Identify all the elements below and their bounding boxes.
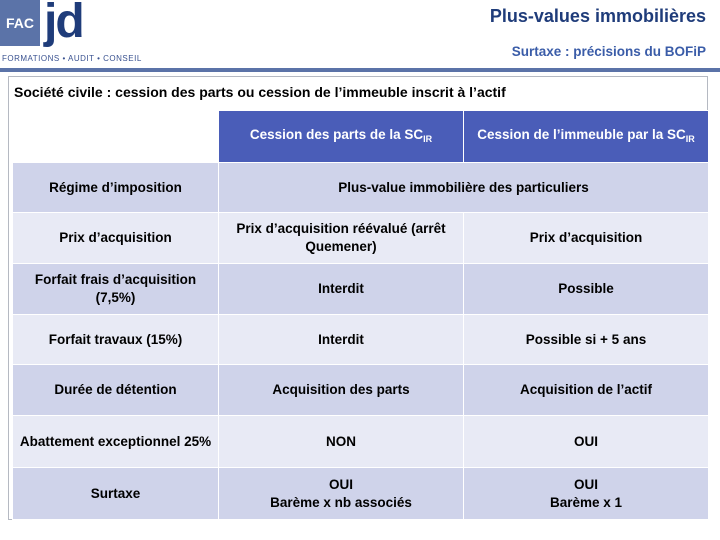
row-value-parts: Interdit <box>219 315 464 365</box>
logo <box>0 0 180 66</box>
row-label: Régime d’imposition <box>13 163 219 213</box>
table-row <box>13 468 709 520</box>
header-empty-cell <box>13 111 219 163</box>
row-value-immeuble: Acquisition de l’actif <box>464 365 709 416</box>
surtaxe-immeuble-line1: OUI <box>573 476 598 492</box>
table-row <box>13 365 709 416</box>
page-title: Plus-values immobilières <box>489 6 706 26</box>
table-row <box>13 213 709 264</box>
surtaxe-parts-line1: OUI <box>328 476 353 492</box>
row-value-parts <box>219 468 464 520</box>
header-immeuble: Cession de l’immeuble par la $SC_{IR}$ <box>464 111 709 163</box>
row-value-parts: Interdit <box>219 264 464 315</box>
row-label: Forfait travaux (15%) <box>13 315 219 365</box>
row-value-immeuble: Possible <box>464 264 709 315</box>
row-value-immeuble <box>464 468 709 520</box>
row-value-immeuble: OUI <box>464 416 709 468</box>
logo-mark: jd <box>44 0 83 48</box>
header-divider <box>0 68 720 72</box>
header-parts: Cession des parts de la $SC_{IR}$ <box>219 111 464 163</box>
row-value-parts: Acquisition des parts <box>219 365 464 416</box>
row-label: Durée de détention <box>13 365 219 416</box>
row-value-parts: Prix d’acquisition réévalué (arrêt Quemener) <box>219 213 464 264</box>
row-label: Forfait frais d’acquisition (7,5%) <box>13 264 219 315</box>
surtaxe-immeuble-line2: Barème x 1 <box>549 494 623 510</box>
page-subtitle: Surtaxe : précisions du BOFiP <box>511 44 706 59</box>
row-value-immeuble: Prix d’acquisition <box>464 213 709 264</box>
table-row <box>13 315 709 365</box>
table-row <box>13 264 709 315</box>
table-header-row <box>13 111 709 163</box>
table-row <box>13 163 709 213</box>
row-label: Abattement exceptionnel 25% <box>13 416 219 468</box>
row-value-immeuble: Possible si + 5 ans <box>464 315 709 365</box>
comparison-table <box>12 110 709 520</box>
row-label: Surtaxe <box>13 468 219 520</box>
row-value-parts: NON <box>219 416 464 468</box>
row-value-merged: Plus-value immobilière des particuliers <box>219 163 709 213</box>
logo-box: FAC <box>0 0 40 46</box>
row-label: Prix d’acquisition <box>13 213 219 264</box>
table-row <box>13 416 709 468</box>
table-caption: Société civile : cession des parts ou cession de l’immeuble inscrit à l’actif <box>14 84 506 100</box>
logo-tagline: FORMATIONS • AUDIT • CONSEIL <box>2 54 142 63</box>
surtaxe-parts-line2: Barème x nb associés <box>270 494 412 510</box>
